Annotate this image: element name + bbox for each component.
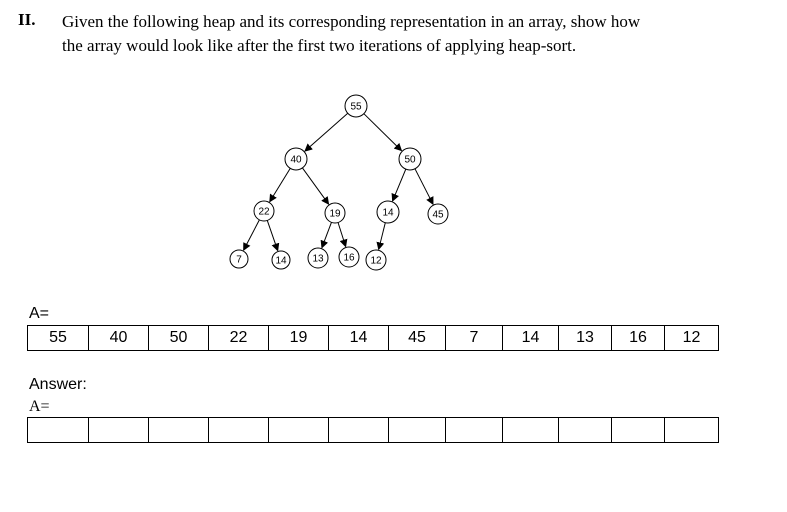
array-cell-2: 50 bbox=[149, 326, 209, 351]
heap-node bbox=[428, 204, 448, 224]
heap-node bbox=[230, 250, 248, 268]
heap-array-table bbox=[27, 325, 719, 351]
heap-node-value: 12 bbox=[370, 255, 382, 267]
heap-node bbox=[377, 201, 399, 223]
array-cell-4: 19 bbox=[269, 326, 329, 351]
array-cell-1: 40 bbox=[89, 326, 149, 351]
heap-edge bbox=[364, 114, 402, 151]
heap-node-value: 45 bbox=[432, 209, 444, 221]
answer-cell-3[interactable] bbox=[209, 418, 269, 443]
heap-node-value: 13 bbox=[312, 253, 324, 265]
heap-node-value: 50 bbox=[404, 154, 416, 166]
heap-node-value: 14 bbox=[382, 207, 394, 219]
answer-cell-5[interactable] bbox=[329, 418, 389, 443]
heap-node bbox=[339, 247, 359, 267]
answer-array-table bbox=[27, 417, 719, 443]
heap-node bbox=[308, 248, 328, 268]
heap-node bbox=[254, 201, 274, 221]
heap-node-value: 14 bbox=[275, 255, 287, 267]
heap-edge bbox=[244, 220, 260, 250]
heap-edge bbox=[379, 223, 386, 250]
array-cell-0: 55 bbox=[28, 326, 89, 351]
heap-tree-diagram bbox=[230, 88, 444, 278]
heap-array-row bbox=[28, 326, 719, 351]
heap-node bbox=[399, 148, 421, 170]
answer-cell-9[interactable] bbox=[559, 418, 612, 443]
answer-cell-6[interactable] bbox=[389, 418, 446, 443]
question-text-line-1: Given the following heap and its corresponding representation in an array, show how bbox=[62, 12, 641, 31]
answer-cell-0[interactable] bbox=[28, 418, 89, 443]
heap-node-value: 16 bbox=[343, 252, 355, 264]
array-cell-6: 45 bbox=[389, 326, 446, 351]
heap-node-value: 22 bbox=[258, 206, 270, 218]
heap-edge bbox=[270, 168, 290, 201]
array-cell-11: 12 bbox=[665, 326, 719, 351]
heap-node bbox=[345, 95, 367, 117]
question-number: II. bbox=[18, 10, 36, 29]
answer-cell-11[interactable] bbox=[665, 418, 719, 443]
heap-edge bbox=[415, 169, 433, 204]
heap-edge bbox=[305, 113, 348, 151]
answer-cell-1[interactable] bbox=[89, 418, 149, 443]
answer-label: Answer: bbox=[29, 376, 87, 393]
heap-node-value: 55 bbox=[350, 101, 362, 113]
heap-node-value: 40 bbox=[290, 154, 302, 166]
array-cell-9: 13 bbox=[559, 326, 612, 351]
array-label: A= bbox=[29, 305, 50, 322]
heap-node bbox=[285, 148, 307, 170]
heap-node bbox=[272, 251, 290, 269]
answer-array-label: A= bbox=[29, 398, 50, 415]
heap-node-value: 19 bbox=[329, 208, 341, 220]
answer-cell-10[interactable] bbox=[612, 418, 665, 443]
answer-cell-2[interactable] bbox=[149, 418, 209, 443]
heap-node bbox=[366, 250, 386, 270]
array-cell-7: 7 bbox=[446, 326, 503, 351]
answer-cell-8[interactable] bbox=[503, 418, 559, 443]
question-text bbox=[62, 10, 762, 58]
heap-edge bbox=[302, 168, 328, 204]
heap-edge bbox=[322, 222, 332, 247]
array-cell-3: 22 bbox=[209, 326, 269, 351]
answer-cell-7[interactable] bbox=[446, 418, 503, 443]
array-cell-10: 16 bbox=[612, 326, 665, 351]
heap-edge bbox=[267, 220, 277, 250]
answer-array-row bbox=[28, 418, 719, 443]
heap-node-value: 7 bbox=[236, 254, 242, 266]
answer-cell-4[interactable] bbox=[269, 418, 329, 443]
heap-edge bbox=[338, 223, 346, 247]
array-cell-5: 14 bbox=[329, 326, 389, 351]
question-text-line-2: the array would look like after the first two iterations of applying heap-sort. bbox=[62, 36, 577, 55]
heap-node bbox=[325, 203, 345, 223]
heap-edge bbox=[393, 169, 406, 201]
array-cell-8: 14 bbox=[503, 326, 559, 351]
